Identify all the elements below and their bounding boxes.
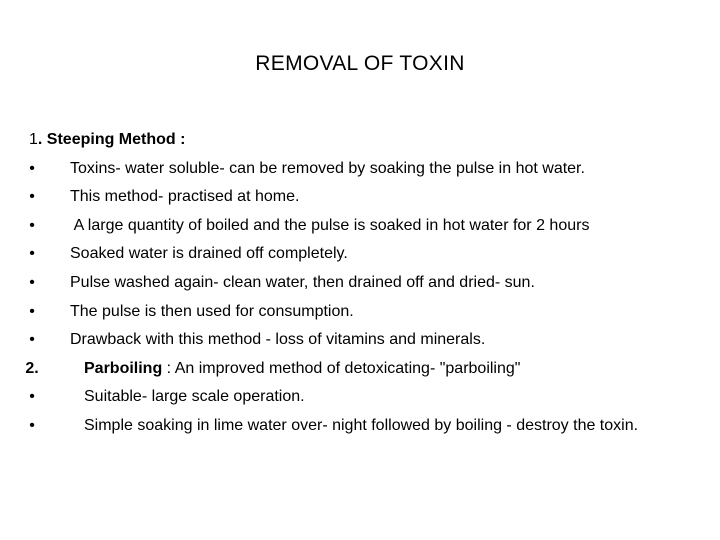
list-item-text: The pulse is then used for consumption.	[70, 302, 354, 320]
list-item	[22, 269, 702, 298]
list-item-text: This method- practised at home.	[70, 188, 300, 206]
list-item	[22, 155, 702, 184]
list-item-text: Toxins- water soluble- can be removed by soaking the pulse in hot water.	[70, 159, 585, 177]
bullet-icon: •	[29, 273, 35, 291]
list-item-text: Pulse washed again- clean water, then drained off and dried- sun.	[70, 273, 535, 291]
bullet-icon: •	[29, 159, 35, 177]
section-1-number: 1	[29, 131, 38, 148]
list-item-text: A large quantity of boiled and the pulse is soaked in hot water for 2 hours	[70, 216, 590, 234]
section-1-title: . Steeping Method :	[37, 131, 186, 148]
bullet-icon: •	[29, 302, 35, 320]
list-item	[22, 383, 702, 412]
list-item	[22, 326, 702, 355]
section-2-heading	[22, 355, 702, 384]
list-item	[22, 183, 702, 212]
section-2-description: : An improved method of detoxicating- "parboiling"	[162, 359, 521, 377]
slide-title: REMOVAL OF TOXIN	[255, 52, 465, 75]
list-item	[22, 240, 702, 269]
list-item-text: Simple soaking in lime water over- night followed by boiling - destroy the toxin.	[84, 416, 639, 434]
bullet-icon: •	[29, 416, 35, 434]
list-item	[22, 212, 702, 241]
bullet-icon: •	[29, 216, 35, 234]
slide-body	[22, 126, 702, 466]
list-item	[22, 298, 702, 327]
list-item-text: Drawback with this method - loss of vitamins and minerals.	[70, 331, 486, 349]
section-2-title: Parboiling	[84, 359, 163, 377]
list-item	[22, 412, 702, 466]
section-2-number: 2.	[25, 359, 39, 377]
bullet-icon: •	[29, 388, 35, 406]
bullet-icon: •	[29, 331, 35, 349]
bullet-icon: •	[29, 245, 35, 263]
list-item-text: Soaked water is drained off completely.	[70, 245, 348, 263]
list-item-text: Suitable- large scale operation.	[84, 388, 305, 406]
bullet-icon: •	[29, 188, 35, 206]
section-1-heading	[22, 126, 702, 155]
